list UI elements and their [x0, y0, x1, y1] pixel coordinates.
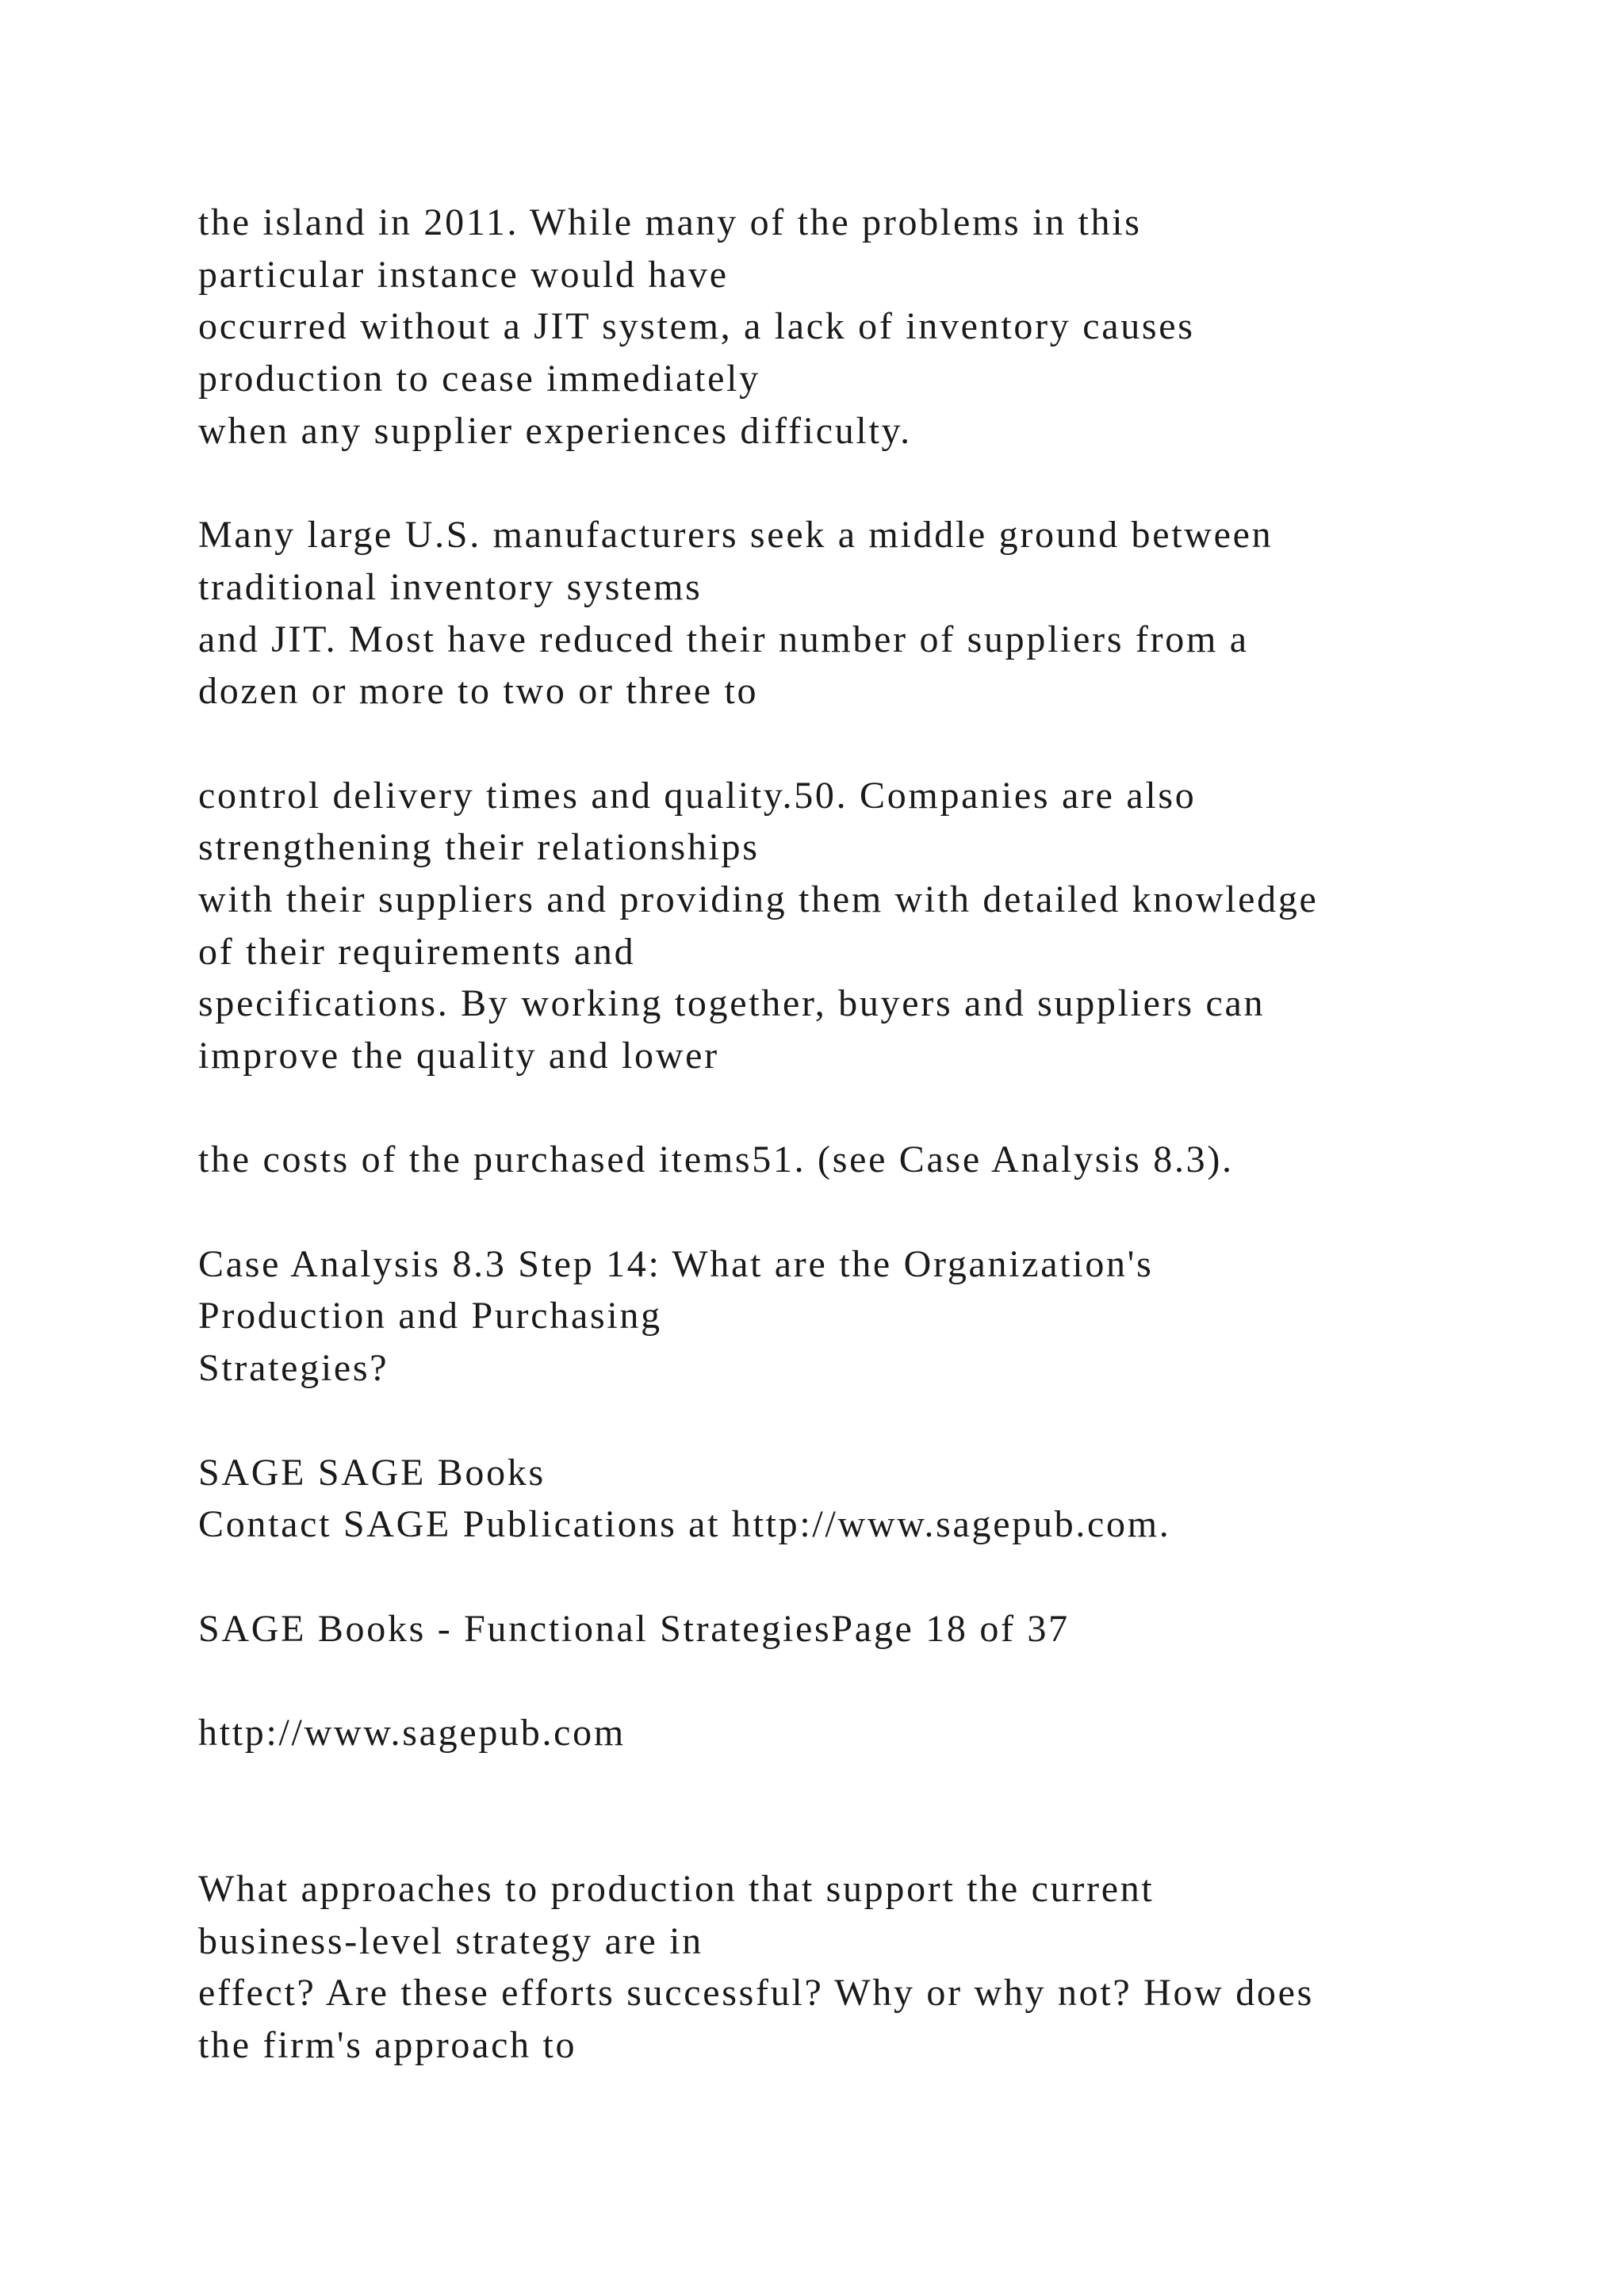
text-line: effect? Are these efforts successful? Why or why not? How does [198, 1972, 1315, 2015]
blank-line [198, 718, 1594, 770]
text-line: the costs of the purchased items51. (see Case Analysis 8.3). [198, 1138, 1234, 1181]
publisher-url: http://www.sagepub.com [198, 1711, 626, 1754]
text-line: particular instance would have [198, 253, 729, 296]
blank-line [198, 1551, 1594, 1603]
text-line: Many large U.S. manufacturers seek a middle ground between [198, 514, 1274, 557]
text-line: control delivery times and quality.50. Companies are also [198, 774, 1197, 817]
text-line: What approaches to production that support the current [198, 1868, 1155, 1910]
page-footer: SAGE Books - Functional StrategiesPage 18 of 37 [198, 1607, 1070, 1650]
blank-line [198, 1759, 1594, 1812]
text-line: the firm's approach to [198, 2024, 577, 2067]
blank-line [198, 1186, 1594, 1238]
case-analysis-heading: Strategies? [198, 1347, 389, 1390]
text-line: and JIT. Most have reduced their number of suppliers from a [198, 618, 1249, 660]
publisher-contact: Contact SAGE Publications at http://www.sagepub.com. [198, 1503, 1171, 1546]
text-line: dozen or more to two or three to [198, 670, 759, 713]
blank-line [198, 1655, 1594, 1707]
text-line: business-level strategy are in [198, 1919, 703, 1962]
blank-line [198, 457, 1594, 509]
case-analysis-heading: Production and Purchasing [198, 1295, 662, 1337]
blank-line [198, 1811, 1594, 1863]
text-line: traditional inventory systems [198, 565, 703, 608]
publisher-name: SAGE SAGE Books [198, 1451, 546, 1494]
text-line: when any supplier experiences difficulty. [198, 409, 912, 452]
text-line: strengthening their relationships [198, 826, 760, 869]
case-analysis-heading: Case Analysis 8.3 Step 14: What are the Organization's [198, 1242, 1154, 1285]
blank-line [198, 1082, 1594, 1135]
text-line: the island in 2011. While many of the problems in this [198, 201, 1142, 243]
text-line: of their requirements and [198, 930, 636, 973]
blank-line [198, 1395, 1594, 1447]
text-line: occurred without a JIT system, a lack of inventory causes [198, 305, 1195, 348]
document-text [198, 197, 1594, 2072]
text-line: production to cease immediately [198, 358, 760, 400]
text-line: improve the quality and lower [198, 1035, 719, 1077]
text-line: specifications. By working together, buyers and suppliers can [198, 982, 1266, 1025]
text-line: with their suppliers and providing them with detailed knowledge [198, 878, 1319, 920]
